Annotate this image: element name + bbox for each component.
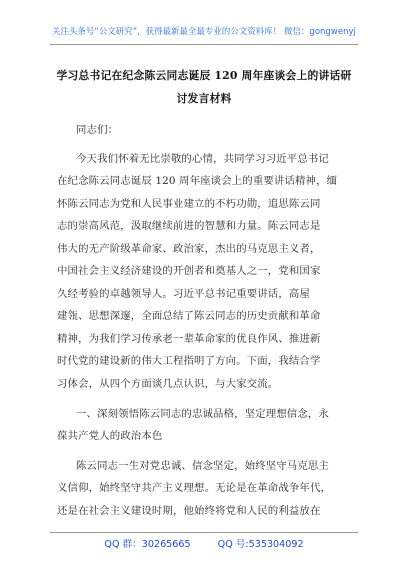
section-heading-line-2: 葆共产党人的政治本色: [57, 430, 163, 442]
body-line: 中国社会主义经济建设的开创者和奠基人之一，党和国家: [57, 265, 321, 277]
salutation: 同志们：: [76, 124, 119, 136]
body-line: 久经考验的卓越领导人。习近平总书记重要讲话，高屋: [57, 288, 310, 300]
section-heading-line-1: 一、深刻领悟陈云同志的忠诚品格，坚定理想信念，永: [76, 408, 329, 420]
document-title-line-1: 学习总书记在纪念陈云同志诞辰 120 周年座谈会上的讲话研: [56, 69, 352, 82]
body-line: 建瓴、思想深邃，全面总结了陈云同志的历史贡献和革命: [57, 310, 321, 322]
promo-banner: 关注头条号“公文研究”，获得最新最全最专业的公文资料库！ 微信：gongwenyj: [52, 26, 356, 36]
body-line: 习体会，从四个方面谈几点认识，与大家交流。: [57, 378, 279, 390]
qq-group-text: QQ 群：30265665: [104, 539, 191, 550]
body-line: 在纪念陈云同志诞辰 120 周年座谈会上的重要讲话精神，缅: [57, 175, 338, 187]
footer-divider: [50, 532, 358, 533]
body-line: 伟大的无产阶级革命家、政治家，杰出的马克思主义者，: [57, 243, 321, 255]
document-title-line-2: 讨发言材料: [176, 92, 232, 105]
body-line: 时代党的建设新的伟大工程指明了方向。下面，我结合学: [57, 355, 321, 367]
body-line: 怀陈云同志为党和人民事业建立的不朽功勋，追思陈云同: [57, 198, 321, 210]
qq-number-text: QQ 号:535304092: [217, 539, 304, 550]
header-divider: [50, 44, 358, 45]
body-line: 志的崇高风范，汲取继续前进的智慧和力量。陈云同志是: [57, 220, 321, 232]
body-line: 义信仰，始终坚守共产主义理想。无论是在革命战争年代，: [57, 482, 332, 494]
body-line: 陈云同志一生对党忠诚、信念坚定，始终坚守马克思主: [76, 460, 329, 472]
body-line: 精神，为我们学习传承老一辈革命家的优良作风、推进新: [57, 333, 321, 345]
body-line: 还是在社会主义建设时期，他始终将党和人民的利益放在: [57, 505, 321, 517]
footer-contacts: [0, 536, 408, 550]
body-line: 今天我们怀着无比崇敬的心情，共同学习习近平总书记: [76, 153, 329, 165]
